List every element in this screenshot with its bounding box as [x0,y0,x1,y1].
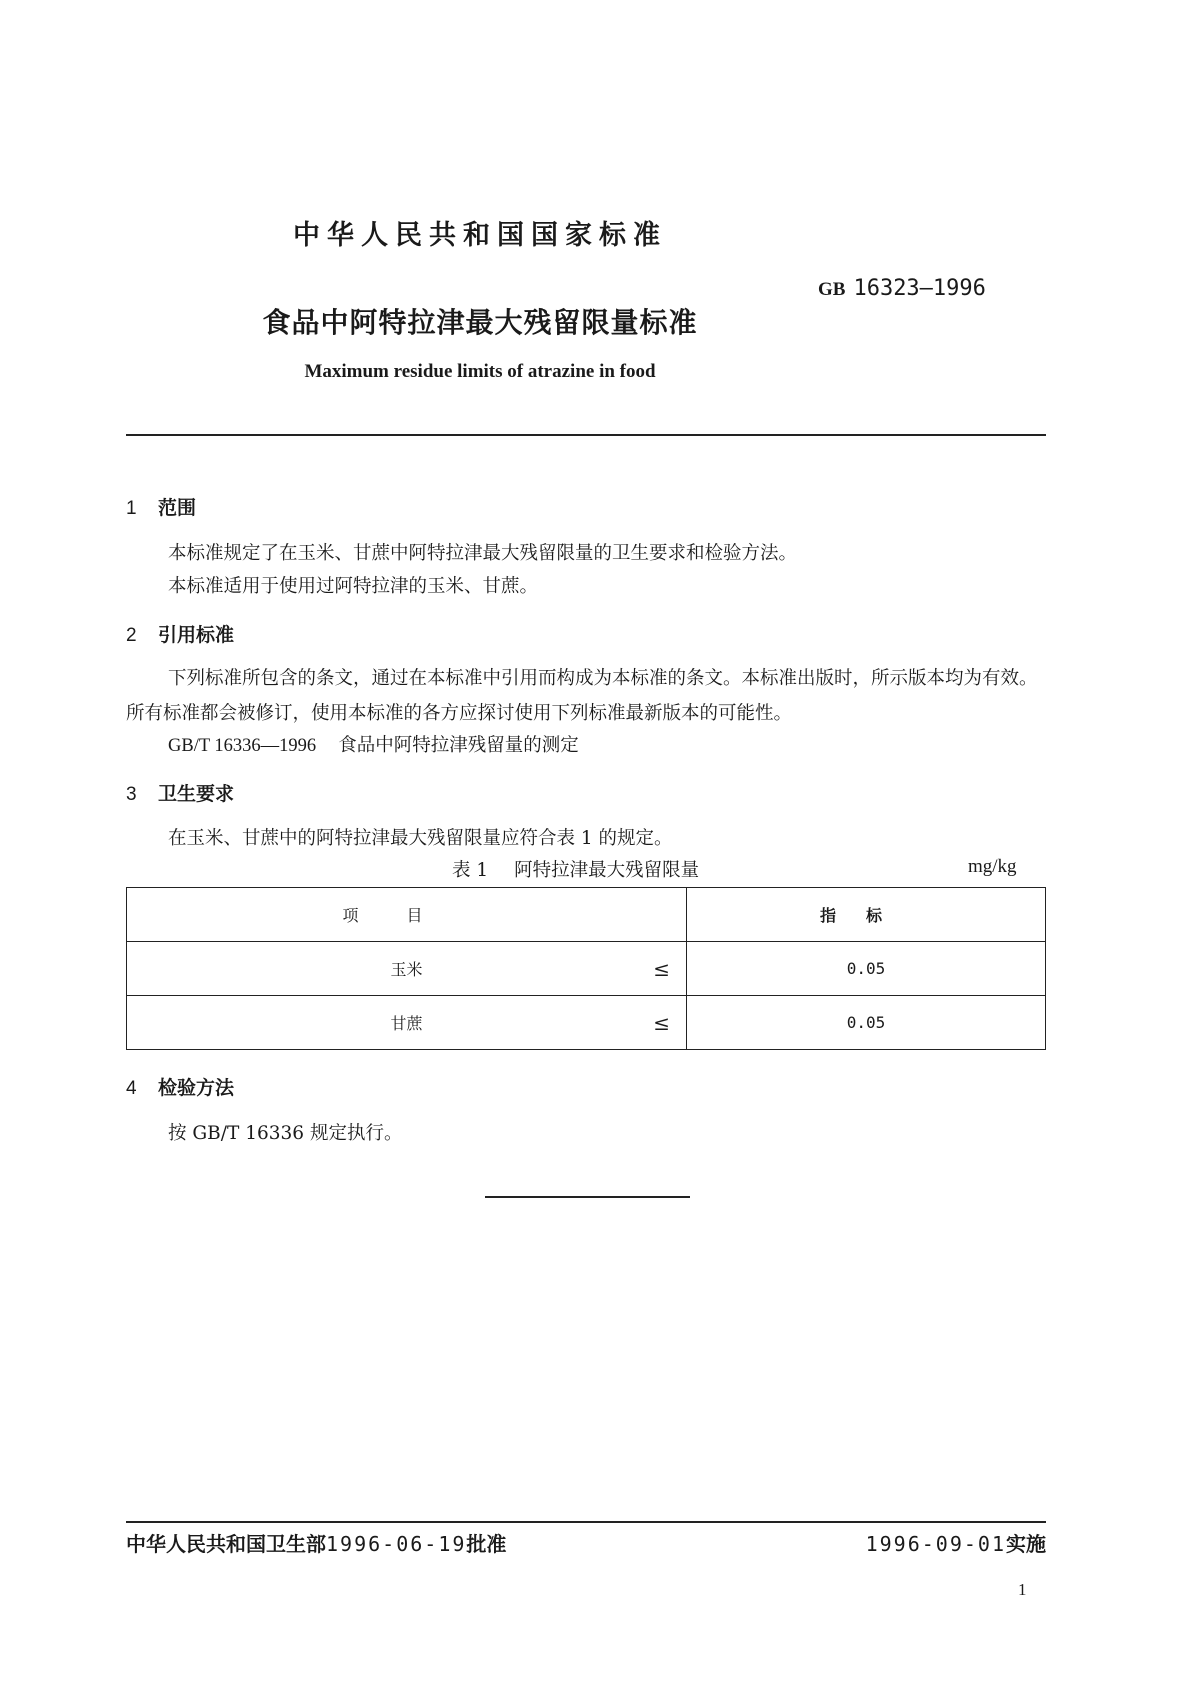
section-title: 卫生要求 [158,783,235,805]
header-index-label: 指标 [819,906,912,925]
header-item [127,888,687,942]
reference-title: 食品中阿特拉津残留量的测定 [338,735,579,756]
section-1-paragraph-1: 本标准规定了在玉米、甘蔗中阿特拉津最大残留限量的卫生要求和检验方法。 [168,543,798,564]
table-title: 阿特拉津最大残留限量 [514,860,700,881]
section-2-paragraph: 下列标准所包含的条文，通过在本标准中引用而构成为本标准的条文。本标准出版时，所示版本均为有效。所有标准都会被修订，使用本标准的各方应探讨使用下列标准最新版本的可能性。 [126,668,1038,724]
section-2-heading [126,620,234,647]
leq-symbol: ≤ [653,1010,670,1035]
standard-prefix: GB [818,279,846,300]
section-number: 3 [126,784,137,805]
document-title-cn: 食品中阿特拉津最大残留限量标准 [262,306,698,339]
document-title-en: Maximum residue limits of atrazine in food [304,361,656,382]
effective-date: 1996-09-01 [865,1532,1006,1556]
value-cell: 0.05 [687,996,1046,1050]
page-number: 1 [1018,1580,1027,1599]
leq-symbol: ≤ [653,956,670,981]
item-name: 玉米 [390,960,423,979]
approver: 中华人民共和国卫生部 [126,1532,326,1556]
national-standard-heading: 中华人民共和国国家标准 [293,220,667,251]
table-row [127,996,1046,1050]
header-index [687,888,1046,942]
header-item-label: 项目 [342,906,471,925]
section-title: 引用标准 [158,624,235,646]
footer-rule [126,1521,1046,1523]
table-number: 表 1 [452,860,489,881]
section-1-paragraph-2: 本标准适用于使用过阿特拉津的玉米、甘蔗。 [168,576,539,597]
reference-entry [168,731,579,757]
section-4-heading [126,1073,234,1100]
item-cell [127,996,687,1050]
end-rule [485,1196,690,1198]
item-name: 甘蔗 [390,1014,423,1033]
approve-word: 批准 [466,1532,507,1556]
approval-line [126,1528,506,1557]
section-3-heading [126,779,234,806]
section-number: 2 [126,625,137,646]
effective-line [866,1528,1046,1557]
table-caption [452,856,699,882]
section-title: 检验方法 [158,1077,235,1099]
standard-code: 16323—1996 [853,276,986,301]
effective-word: 实施 [1006,1532,1046,1556]
item-cell [127,942,687,996]
approve-date: 1996-06-19 [326,1532,467,1556]
table-row [127,942,1046,996]
residue-limit-table [126,887,1046,1050]
value-cell: 0.05 [687,942,1046,996]
header-rule [126,434,1046,436]
section-3-paragraph: 在玉米、甘蔗中的阿特拉津最大残留限量应符合表 1 的规定。 [168,828,673,849]
section-number: 1 [126,498,137,519]
standard-number [818,276,986,301]
section-title: 范围 [158,497,197,519]
section-1-heading [126,493,196,520]
section-number: 4 [126,1078,137,1099]
section-4-paragraph: 按 GB/T 16336 规定执行。 [168,1123,403,1144]
reference-code: GB/T 16336—1996 [168,736,317,756]
table-header-row [127,888,1046,942]
table-unit: mg/kg [968,856,1017,877]
